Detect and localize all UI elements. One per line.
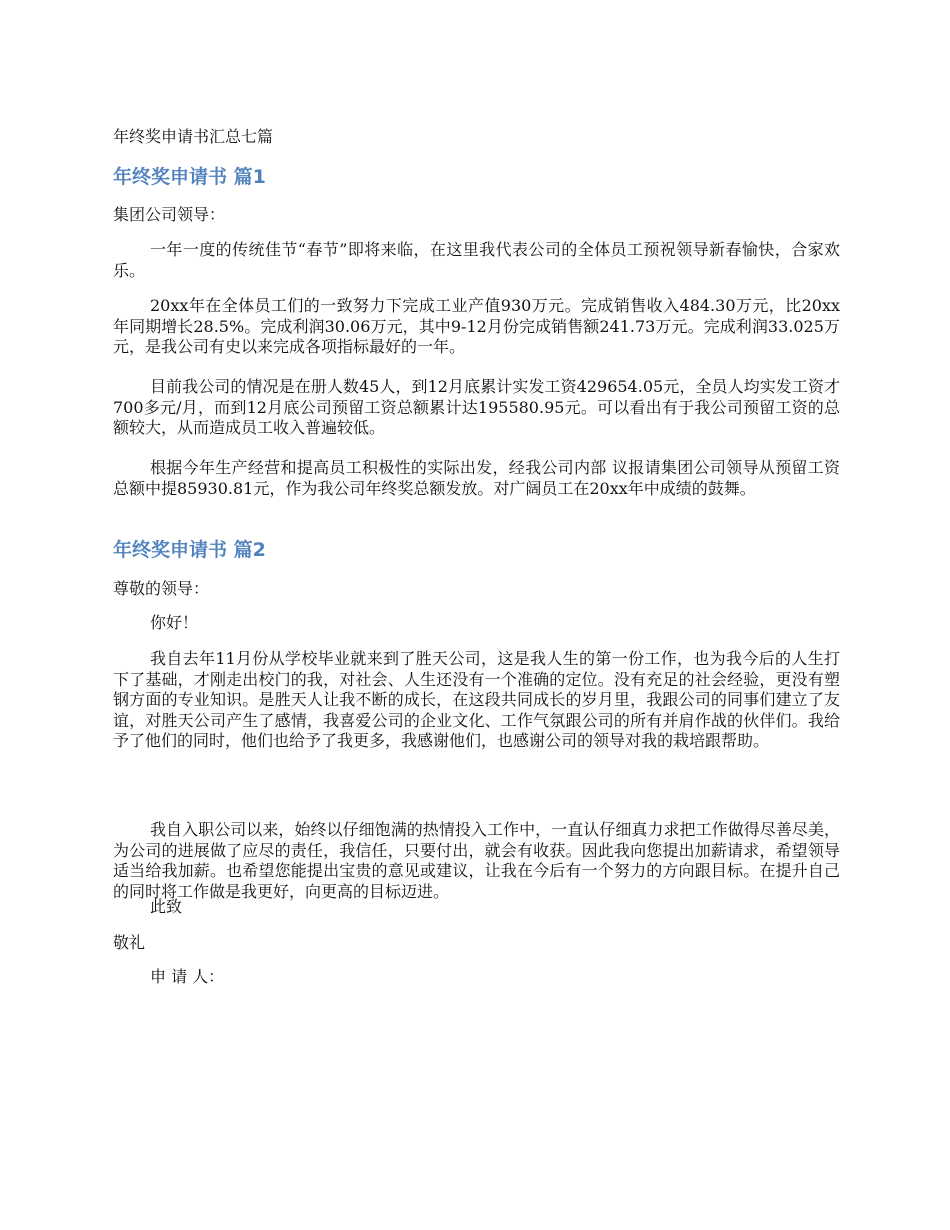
section-2-greeting: 你好！ xyxy=(150,613,199,632)
section-2-applicant-label: 申 请 人： xyxy=(150,967,225,986)
section-2-paragraph-2: 我自入职公司以来，始终以仔细饱满的热情投入工作中，一直认仔细真力求把工作做得尽善尽美，为公司的进展做了应尽的责任，我信任，只要付出，就会有收获。因此我向您提出加薪请求，希望领导适当给我加薪。也希望您能提出宝贵的意见或建议，让我在今后有一个努力的方向跟目标。在提升自己的同时将工作做是我更好，向更高的目标迈进。 xyxy=(113,820,840,901)
section-1-paragraph-3: 目前我公司的情况是在册人数45人，到12月底累计实发工资429654.05元，全员人均实发工资才700多元/月，而到12月底公司预留工资总额累计达195580.95元。可以看出有于我公司预留工资的总额较大，从而造成员工收入普遍较低。 xyxy=(113,377,840,437)
section-1-paragraph-2: 20xx年在全体员工们的一致努力下完成工业产值930万元。完成销售收入484.30万元，比20xx年同期增长28.5%。完成利润30.06万元，其中9-12月份完成销售额241.73万元。完成利润33.025万元，是我公司有史以来完成各项指标最好的一年。 xyxy=(113,296,840,356)
section-1-paragraph-1: 一年一度的传统佳节“春节”即将来临，在这里我代表公司的全体员工预祝领导新春愉快，合家欢乐。 xyxy=(113,240,840,280)
section-2-paragraph-1: 我自去年11月份从学校毕业就来到了胜天公司，这是我人生的第一份工作，也为我今后的人生打下了基础，才刚走出校门的我，对社会、人生还没有一个准确的定位。没有充足的社会经验，更没有塑钢方面的专业知识。是胜天人让我不断的成长，在这段共同成长的岁月里，我跟公司的同事们建立了友谊，对胜天公司产生了感情，我喜爱公司的企业文化、工作气氛跟公司的所有并肩作战的伙伴们。我给予了他们的同时，他们也给予了我更多，我感谢他们，也感谢公司的领导对我的栽培跟帮助。 xyxy=(113,649,840,750)
section-2-closing: 此致 xyxy=(150,897,183,916)
section-2-regards: 敬礼 xyxy=(113,933,146,952)
section-1-heading: 年终奖申请书 篇1 xyxy=(113,166,266,188)
document-title: 年终奖申请书汇总七篇 xyxy=(113,127,274,146)
section-1-salutation: 集团公司领导： xyxy=(113,205,226,224)
section-2-heading: 年终奖申请书 篇2 xyxy=(113,539,266,561)
section-1-paragraph-4: 根据今年生产经营和提高员工积极性的实际出发，经我公司内部 议报请集团公司领导从预留工资总额中提85930.81元，作为我公司年终奖总额发放。对广阔员工在20xx年中成绩的鼓舞。 xyxy=(113,458,840,498)
section-2-salutation: 尊敬的领导： xyxy=(113,579,210,598)
